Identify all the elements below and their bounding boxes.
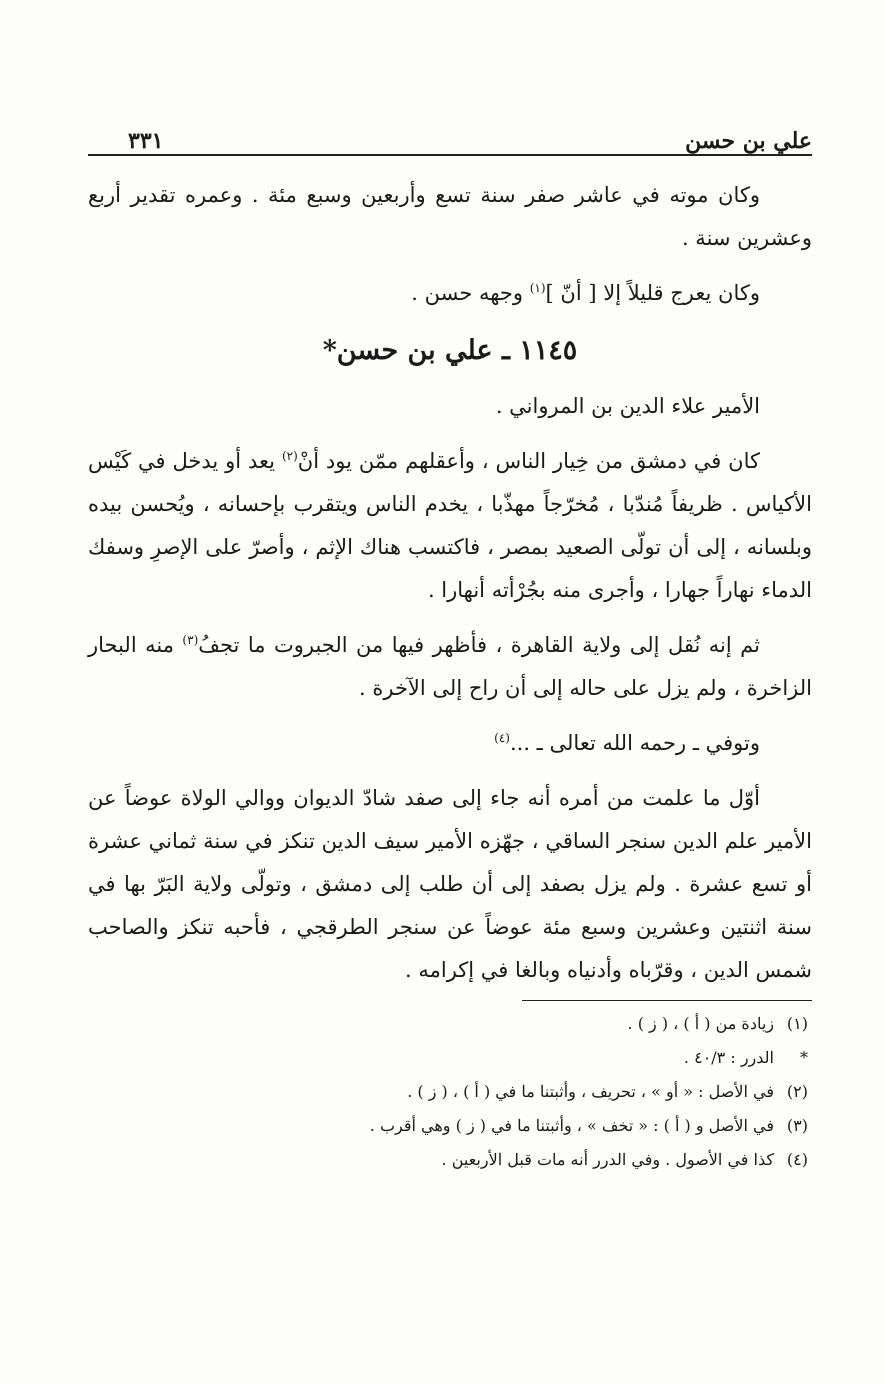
footnote-text: الدرر : ٤٠/٣ .	[683, 1048, 774, 1067]
footnote-text: كذا في الأصول . وفي الدرر أنه مات قبل الأربعين .	[441, 1150, 774, 1169]
footnote-mark: *	[800, 1048, 808, 1067]
footnote	[88, 1109, 812, 1143]
entry-heading: ١١٤٥ ـ علي بن حسن*	[322, 335, 578, 366]
footnote-mark: (٣)	[786, 1116, 808, 1135]
footnote-mark: (٤)	[786, 1150, 808, 1169]
paragraph-text: كان في دمشق من خِيار الناس ، وأعقلهم ممّن يود أنْ	[297, 449, 760, 473]
paragraph-cairo	[88, 624, 812, 710]
paragraph-text: منه البحار الزاخرة ، ولم يزل على حاله إلى أن راح إلى الآخرة .	[88, 633, 812, 700]
footnote-ref-1: (١)	[529, 281, 546, 295]
paragraph-death-date: وكان موته في عاشر صفر سنة تسع وأربعين وسبع مئة . وعمره تقدير أربع وعشرين سنة .	[88, 183, 812, 250]
footnote-ref-2: (٢)	[281, 449, 298, 463]
footnote	[88, 1041, 812, 1075]
footnotes	[88, 1007, 812, 1177]
footnote-mark: (٢)	[786, 1082, 808, 1101]
paragraph-description	[88, 272, 812, 315]
footnote-text: في الأصل : « أو » ، تحريف ، وأثبتنا ما في ( أ ) ، ( ز ) .	[407, 1082, 774, 1101]
paragraph-text: يعد أو يدخل في كَيْس الأكياس . ظريفاً مُندّبا ، مُخرّجاً مهذّبا ، يخدم الناس ويتقرب بإحسانه ، ويُحسن بيده وبلسانه ، إلى أن تولّى الصعيد بمصر ، فاكتسب هناك الإثم ، وأصرّ على الإصرِ وسفك الدماء نهاراً جهارا ، وأجرى منه بجُرْأته أنهارا .	[88, 449, 812, 602]
paragraph-text: وتوفي ـ رحمه الله تعالى ـ ...	[509, 731, 760, 755]
paragraph-text: وجهه حسن .	[411, 281, 530, 305]
paragraph-biography	[88, 440, 812, 612]
header-title: علي بن حسن	[685, 128, 812, 154]
footnote-divider	[522, 1000, 812, 1001]
footnote-mark: (١)	[786, 1014, 808, 1033]
footnote-ref-3: (٣)	[182, 633, 199, 647]
running-header	[88, 118, 812, 156]
book-page	[88, 118, 812, 1177]
footnote-text: في الأصل و ( أ ) : « تخف » ، وأثبتنا ما في ( ز ) وهي أقرب .	[369, 1116, 774, 1135]
paragraph-death	[88, 722, 812, 765]
footnote-ref-4: (٤)	[494, 731, 510, 745]
paragraph-text: وكان يعرج قليلاً إلا [ أنّ ]	[545, 281, 760, 305]
paragraph-text: ثم إنه نُقل إلى ولاية القاهرة ، فأظهر فيها من الجبروت ما تجفُ	[198, 633, 760, 657]
page-body	[88, 174, 812, 992]
footnote-text: زيادة من ( أ ) ، ( ز ) .	[627, 1014, 774, 1033]
footnote	[88, 1007, 812, 1041]
paragraph-career: أوّل ما علمت من أمره أنه جاء إلى صفد شادّ الديوان ووالي الولاة عوضاً عن الأمير علم الدين سنجر الساقي ، جهّزه الأمير سيف الدين تنكز في سنة ثماني عشرة أو تسع عشرة . ولم يزل بصفد إلى أن طلب إلى دمشق ، وتولّى ولاية البَرّ بها في سنة اثنتين وعشرين وسبع مئة عوضاً عن سنجر الطرقجي ، فأحبه تنكز والصاحب شمس الدين ، وقرّباه وأدنياه وبالغا في إكرامه .	[88, 786, 812, 982]
paragraph-title: الأمير علاء الدين بن المرواني .	[495, 394, 760, 418]
footnote	[88, 1143, 812, 1177]
footnote	[88, 1075, 812, 1109]
page-number: ٣٣١	[128, 128, 164, 154]
